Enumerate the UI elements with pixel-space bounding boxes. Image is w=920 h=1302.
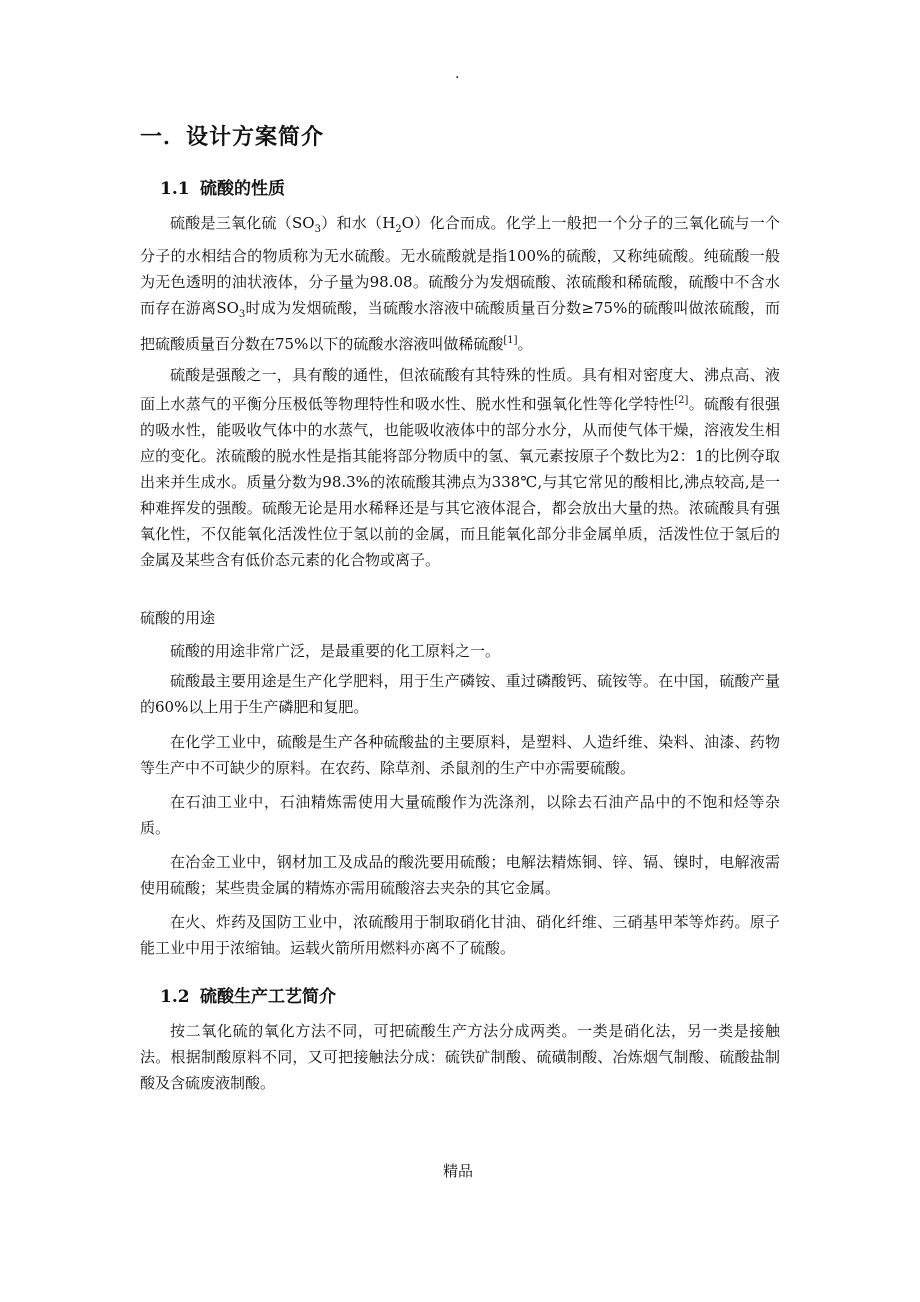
uses-chemical-industry: 在化学工业中，硫酸是生产各种硫酸盐的主要原料，是塑料、人造纤维、染料、油漆、药物等生产中不可缺少的原料。在农药、除草剂、杀鼠剂的生产中亦需要硫酸。 <box>140 733 780 777</box>
uses-petroleum-industry: 在石油工业中，石油精炼需使用大量硫酸作为洗涤剂，以除去石油产品中的不饱和烃等杂质。 <box>140 793 780 837</box>
uses-metallurgy: 在冶金工业中，钢材加工及成品的酸洗要用硫酸；电解法精炼铜、锌、镉、镍时，电解液需使用硫酸；某些贵金属的精炼亦需用硫酸溶去夹杂的其它金属。 <box>140 853 780 897</box>
uses-label: 硫酸的用途 <box>140 609 216 627</box>
subsection-1-1-heading <box>160 174 285 199</box>
subsection-title: 硫酸的性质 <box>200 179 285 199</box>
subsection-title: 硫酸生产工艺简介 <box>200 987 336 1007</box>
paragraph-sulfuric-properties: 硫酸是强酸之一，具有酸的通性，但浓硫酸有其特殊的性质。具有相对密度大、沸点高、液面上水蒸气的平衡分压极低等物理特性和吸水性、脱水性和强氧化性等化学特性[2]。硫酸有很强的吸水性，能吸收气体中的水蒸气，也能吸收液体中的部分水分，从而使气体干燥，溶液发生相应的变化。浓硫酸的脱水性是指其能将部分物质中的氢、氧元素按原子个数比为2：1的比例夺取出来并生成水。质量分数为98.3%的浓硫酸其沸点为338℃,与其它常见的酸相比,沸点较高,是一种难挥发的强酸。硫酸无论是用水稀释还是与其它液体混合，都会放出大量的热。浓硫酸具有强氧化性，不仅能氧化活泼性位于氢以前的金属，而且能氧化部分非金属单质，活泼性位于氢后的金属及某些含有低价态元素的化合物或离子。 <box>140 366 780 569</box>
uses-intro: 硫酸的用途非常广泛，是最重要的化工原料之一。 <box>170 642 501 660</box>
paragraph-production-methods: 按二氧化硫的氧化方法不同，可把硫酸生产方法分成两类。一类是硝化法，另一类是接触法。根据制酸原料不同，又可把接触法分成：硫铁矿制酸、硫磺制酸、冶炼烟气制酸、硫酸盐制酸及含硫废液制酸。 <box>140 1022 780 1092</box>
subsection-1-2-heading <box>160 982 336 1007</box>
uses-fertilizer: 硫酸最主要用途是生产化学肥料，用于生产磷铵、重过磷酸钙、硫铵等。在中国，硫酸产量的60%以上用于生产磷肥和复肥。 <box>140 672 780 716</box>
subsection-number: 1.1 <box>160 179 190 199</box>
citation-ref-2: [2] <box>674 395 689 406</box>
citation-ref-1: [1] <box>503 335 518 346</box>
header-dot: . <box>455 66 460 82</box>
uses-explosives-defense: 在火、炸药及国防工业中，浓硫酸用于制取硝化甘油、硝化纤维、三硝基甲苯等炸药。原子能工业中用于浓缩铀。运载火箭所用燃料亦离不了硫酸。 <box>140 913 780 957</box>
subsection-number: 1.2 <box>160 987 190 1007</box>
paragraph-sulfuric-definition: 硫酸是三氧化硫$(SO_3)$和水$(H_2O)$化合而成。化学上一般把一个分子的三氧化硫与一个分子的水相结合的物质称为无水硫酸。无水硫酸就是指100%的硫酸，又称纯硫酸。纯硫酸一般为无色透明的油状液体，分子量为98.08。硫酸分为发烟硫酸、浓硫酸和稀硫酸，硫酸中不含水而存在游离$SO_3$时成为发烟硫酸，当硫酸水溶液中硫酸质量百分数≥75%的硫酸叫做浓硫酸，而把硫酸质量百分数在75%以下的硫酸水溶液叫做稀硫酸[1]。 <box>140 214 780 353</box>
footer-label: 精品 <box>443 1162 474 1180</box>
section-title: 一．设计方案简介 <box>140 124 325 150</box>
